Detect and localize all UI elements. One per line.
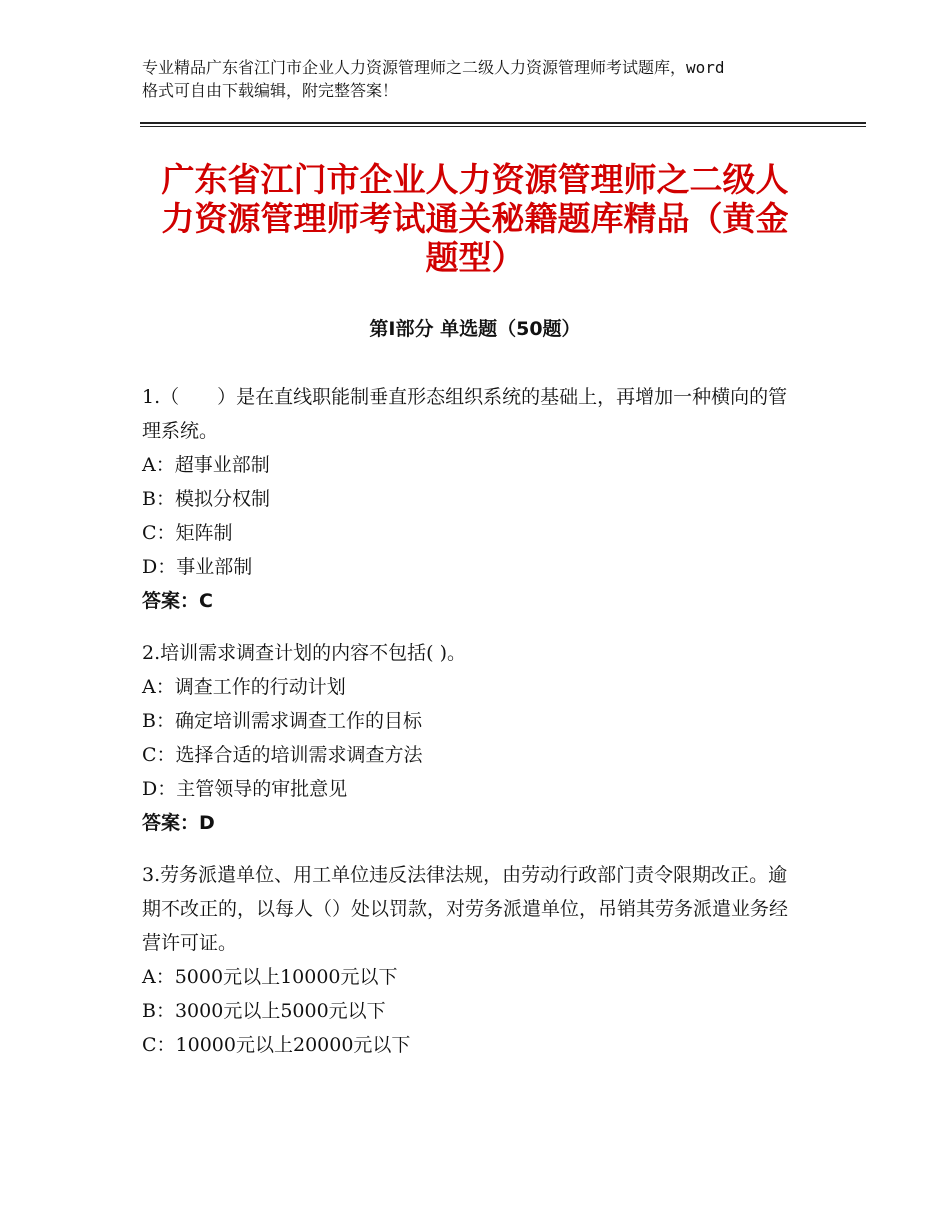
section-heading: 第Ⅰ部分 单选题（50题）: [369, 318, 581, 340]
option-c: C：10000元以上20000元以下: [142, 1034, 411, 1056]
header-divider-thick: [140, 122, 866, 124]
question-2: [142, 636, 802, 840]
question-stem: 3.劳务派遣单位、用工单位违反法律法规，由劳动行政部门责令限期改正。逾期不改正的，以每人（）处以罚款，对劳务派遣单位，吊销其劳务派遣业务经营许可证。: [142, 864, 789, 954]
document-title-line2: 力资源管理师考试通关秘籍题库精品（黄金: [161, 199, 789, 238]
header-note: [142, 56, 842, 102]
option-b: B：确定培训需求调查工作的目标: [142, 710, 422, 732]
question-stem: 1.（ ）是在直线职能制垂直形态组织系统的基础上，再增加一种横向的管理系统。: [142, 386, 788, 442]
option-d: D：事业部制: [142, 556, 253, 578]
header-divider-thin: [140, 126, 866, 127]
document-title-line1: 广东省江门市企业人力资源管理师之二级人: [161, 160, 789, 199]
option-a: A：5000元以上10000元以下: [142, 966, 398, 988]
question-stem: 2.培训需求调查计划的内容不包括( )。: [142, 642, 466, 664]
document-title: [130, 160, 820, 277]
option-c: C：矩阵制: [142, 522, 233, 544]
header-note-line1: 专业精品广东省江门市企业人力资源管理师之二级人力资源管理师考试题库，word: [142, 58, 725, 77]
question-3: [142, 858, 802, 1062]
document-title-line3: 题型）: [425, 238, 525, 277]
question-1: [142, 380, 802, 618]
option-c: C：选择合适的培训需求调查方法: [142, 744, 423, 766]
option-b: B：模拟分权制: [142, 488, 270, 510]
option-b: B：3000元以上5000元以下: [142, 1000, 386, 1022]
option-a: A：超事业部制: [142, 454, 270, 476]
answer: 答案：C: [142, 590, 213, 612]
answer: 答案：D: [142, 812, 215, 834]
option-a: A：调查工作的行动计划: [142, 676, 346, 698]
header-note-line2: 格式可自由下载编辑，附完整答案！: [142, 81, 399, 100]
question-list: [142, 380, 802, 1080]
option-d: D：主管领导的审批意见: [142, 778, 348, 800]
